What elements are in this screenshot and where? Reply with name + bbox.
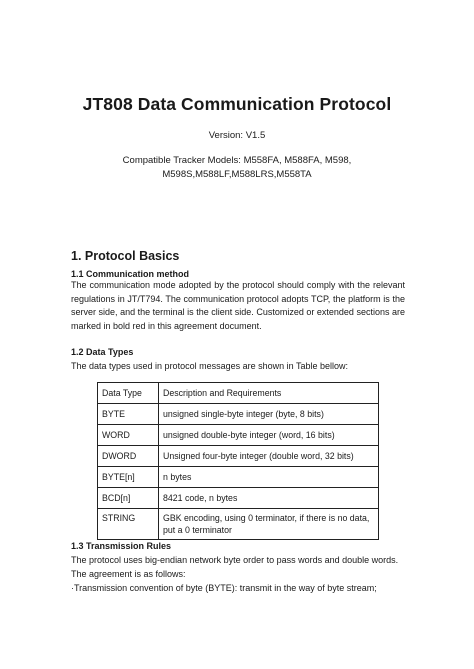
section-1-1-paragraph: The communication mode adopted by the protocol should comply with the relevant regulations in JT/T794. The communication protocol adopts TCP, the platform is the server side, and the terminal is the client side. Customized or extended sections are marked in bold red in this agreement document. <box>71 280 405 331</box>
table-cell: STRING <box>98 509 159 540</box>
table-row <box>98 509 379 540</box>
table-cell: WORD <box>98 425 159 446</box>
table-cell: 8421 code, n bytes <box>159 488 379 509</box>
table-cell: n bytes <box>159 467 379 488</box>
section-1-2-heading: 1.2 Data Types <box>71 347 134 357</box>
table-cell: BYTE <box>98 404 159 425</box>
table-cell: Unsigned four-byte integer (double word, 32 bits) <box>159 446 379 467</box>
table-header-cell: Description and Requirements <box>159 383 379 404</box>
table-row <box>98 446 379 467</box>
table-row <box>98 425 379 446</box>
table-cell: GBK encoding, using 0 terminator, if there is no data, put a 0 terminator <box>159 509 379 540</box>
section-1-3-heading: 1.3 Transmission Rules <box>71 541 172 551</box>
compatible-models-line-1: Compatible Tracker Models: M558FA, M588FA, M598, <box>122 155 352 166</box>
section-1-3-line-2: The agreement is as follows: <box>71 569 186 579</box>
table-cell: BYTE[n] <box>98 467 159 488</box>
section-1-1-heading: 1.1 Communication method <box>71 269 190 279</box>
table-cell: BCD[n] <box>98 488 159 509</box>
compatible-models-line-2: M598S,M588LF,M588LRS,M558TA <box>162 169 312 180</box>
version-label: Version: V1.5 <box>208 130 266 141</box>
document-title: JT808 Data Communication Protocol <box>82 94 392 114</box>
data-types-table <box>97 382 379 540</box>
section-1-3-line-1: The protocol uses big-endian network byte order to pass words and double words. <box>71 555 399 565</box>
table-cell: unsigned double-byte integer (word, 16 bits) <box>159 425 379 446</box>
table-row <box>98 488 379 509</box>
table-cell: DWORD <box>98 446 159 467</box>
table-row <box>98 404 379 425</box>
table-row <box>98 467 379 488</box>
section-1-2-paragraph: The data types used in protocol messages are shown in Table bellow: <box>71 361 348 371</box>
table-header-row <box>98 383 379 404</box>
section-1-3-line-3: ·Transmission convention of byte (BYTE): transmit in the way of byte stream; <box>71 583 377 593</box>
table-cell: unsigned single-byte integer (byte, 8 bits) <box>159 404 379 425</box>
section-1-heading: 1. Protocol Basics <box>71 249 180 263</box>
compatible-models <box>100 154 374 182</box>
table-header-cell: Data Type <box>98 383 159 404</box>
